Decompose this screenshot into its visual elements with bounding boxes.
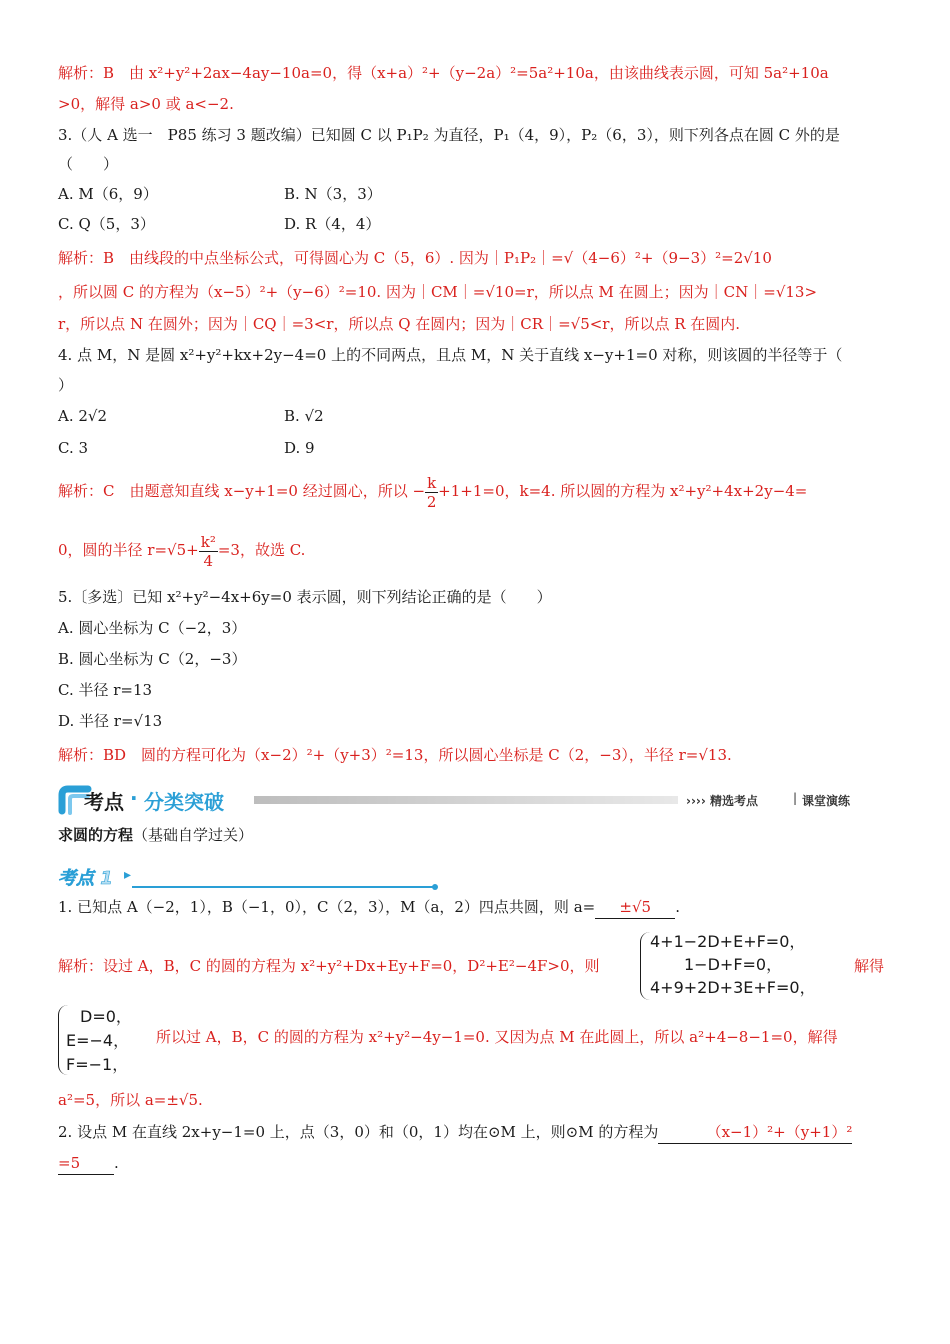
banner-title-a: 考点 — [84, 790, 124, 814]
answer-4-text-b: +1+1=0，k=4. 所以圆的方程为 x²+y²+4x+2y−4= — [438, 482, 808, 500]
practice-question-2-cont — [58, 1152, 119, 1175]
banner-right-sep: | — [793, 791, 798, 805]
fraction-k-over-2 — [425, 474, 438, 511]
question-5: 5.〔多选〕已知 x²+y²−4x+6y=0 表示圆，则下列结论正确的是（ ） — [58, 588, 552, 606]
answer-3-line1: 解析：B 由线段的中点坐标公式，可得圆心为 C（5，6）. 因为｜P₁P₂｜=√（4−6）²+（9−3）²=2√10 — [58, 249, 772, 267]
topic-badge — [58, 864, 438, 892]
question-3-paren: （ ） — [58, 155, 119, 173]
answer-2-line1: 解析：B 由 x²+y²+2ax−4ay−10a=0，得（x+a）²+（y−2a）²=5a²+10a，由该曲线表示圆，可知 5a²+10a — [58, 64, 829, 82]
option-4B: B. √2 — [284, 407, 324, 425]
system-row: E=−4， — [66, 1031, 130, 1050]
subsection-title — [58, 824, 253, 846]
answer-4-line1 — [58, 468, 807, 514]
option-5C: C. 半径 r=13 — [58, 681, 153, 699]
topic-badge-label: 考点 1 — [58, 868, 113, 889]
answer-4-text-c: 0，圆的半径 r=√5+ — [58, 541, 199, 559]
banner-right-b: 课堂演练 — [802, 794, 851, 808]
option-5B: B. 圆心坐标为 C（2，−3） — [58, 650, 247, 668]
fraction-num: k — [427, 473, 437, 492]
fraction-k2-over-4 — [199, 533, 218, 570]
answer-4-text-d: =3，故选 C. — [217, 541, 306, 559]
pq2-text: 2. 设点 M 在直线 2x+y−1=0 上，点（3，0）和（0，1）均在⊙M 上，则⊙M 的方程为 — [58, 1123, 659, 1141]
option-5D: D. 半径 r=√13 — [58, 712, 163, 730]
fraction-den: 2 — [426, 492, 437, 511]
system-row: 1−D+F=0， — [684, 955, 783, 974]
option-4C: C. 3 — [58, 439, 89, 457]
practice-answer-1-solve: 解得 — [854, 957, 885, 975]
fraction-den: 4 — [203, 551, 214, 570]
practice-answer-1-line3: a²=5，所以 a=±√5. — [58, 1091, 203, 1109]
option-3C: C. Q（5，3） — [58, 215, 155, 233]
option-3A: A. M（6，9） — [58, 185, 158, 203]
pq1-end: . — [675, 898, 680, 916]
banner-title-dot: · — [130, 786, 138, 810]
answer-2-line2: >0，解得 a>0 或 a<−2. — [58, 95, 234, 113]
question-4-paren: ） — [58, 376, 74, 394]
option-4D: D. 9 — [284, 439, 315, 457]
pq2-answer-blank-2: =5 — [58, 1152, 114, 1175]
answer-3-line3: r，所以点 N 在圆外；因为｜CQ｜=3<r，所以点 Q 在圆内；因为｜CR｜=√5<r，所以点 R 在圆内. — [58, 315, 741, 333]
option-4A: A. 2√2 — [58, 407, 108, 425]
system-row: D=0， — [80, 1007, 132, 1026]
section-banner — [58, 784, 890, 818]
practice-answer-1-line2: 所以过 A，B，C 的圆的方程为 x²+y²−4y−1=0. 又因为点 M 在此圆上，所以 a²+4−8−1=0，解得 — [156, 1028, 838, 1046]
system-row: 4+1−2D+E+F=0， — [650, 932, 806, 951]
fraction-num: k² — [200, 532, 216, 551]
system-row: F=−1， — [66, 1055, 129, 1074]
pq1-text: 1. 已知点 A（−2，1），B（−1，0），C（2，3），M（a，2）四点共圆，则 a= — [58, 898, 596, 916]
subsection-title-bold: 求圆的方程 — [58, 826, 134, 844]
pq2-answer-blank-1: （x−1）²+（y+1）² — [658, 1121, 852, 1144]
badge-line — [132, 886, 434, 888]
option-3B: B. N（3，3） — [284, 185, 382, 203]
option-3D: D. R（4，4） — [284, 215, 381, 233]
answer-4-line2 — [58, 527, 305, 573]
banner-title-b: 分类突破 — [144, 790, 224, 814]
system-row: 4+9+2D+3E+F=0， — [650, 978, 816, 997]
practice-question-1 — [58, 896, 680, 919]
practice-answer-1-line1: 解析：设过 A，B，C 的圆的方程为 x²+y²+Dx+Ey+F=0，D²+E²−4F>0，则 — [58, 957, 600, 975]
banner-right-a: ›››› 精选考点 — [686, 794, 758, 808]
question-3: 3.（人 A 选一 P85 练习 3 题改编）已知圆 C 以 P₁P₂ 为直径，P₁（4，9），P₂（6，3），则下列各点在圆 C 外的是 — [58, 126, 840, 144]
pq2-end: . — [114, 1154, 119, 1172]
option-5A: A. 圆心坐标为 C（−2，3） — [58, 619, 247, 637]
practice-question-2 — [58, 1121, 852, 1144]
answer-5: 解析：BD 圆的方程可化为（x−2）²+（y+3）²=13，所以圆心坐标是 C（2，−3），半径 r=√13. — [58, 746, 732, 764]
badge-arrow-icon: ▸ — [124, 867, 132, 883]
answer-4-text-a: 解析：C 由题意知直线 x−y+1=0 经过圆心，所以 − — [58, 482, 426, 500]
answer-3-line2: ，所以圆 C 的方程为（x−5）²+（y−6）²=10. 因为｜CM｜=√10=r，所以点 M 在圆上；因为｜CN｜=√13> — [58, 283, 818, 301]
subsection-title-note: （基础自学过关） — [133, 826, 254, 844]
badge-line-end-dot — [432, 884, 438, 890]
question-4: 4. 点 M，N 是圆 x²+y²+kx+2y−4=0 上的不同两点，且点 M，N 关于直线 x−y+1=0 对称，则该圆的半径等于（ — [58, 346, 843, 364]
pq1-answer-blank: ±√5 — [595, 896, 675, 919]
banner-bar — [254, 796, 678, 804]
